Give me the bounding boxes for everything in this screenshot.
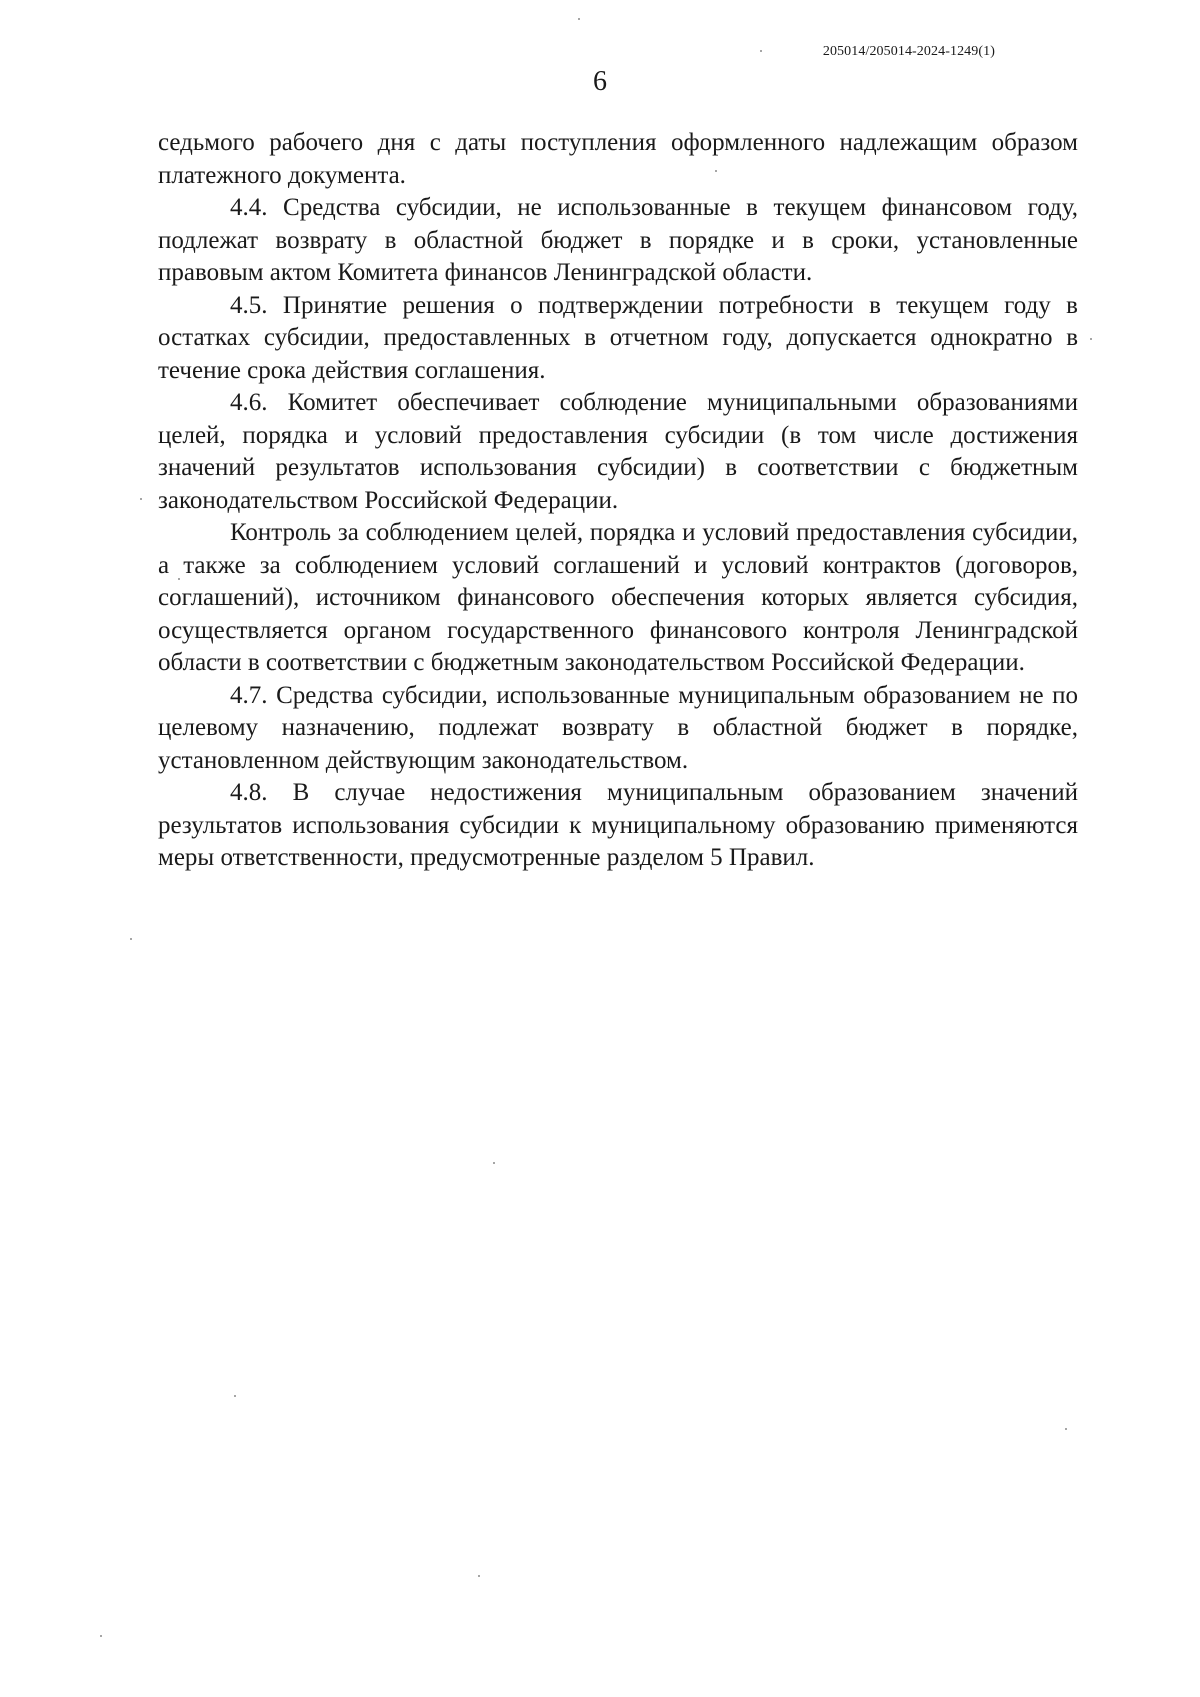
paragraph-control: Контроль за соблюдением целей, порядка и условий предоставления субсидии, а также за соблюдением условий соглашений и условий контрактов (договоров, соглашений), источником финансового обеспечения которых является субсидия, осуществляется органом государственного финансового контроля Ленинградской области в соответствии с бюджетным законодательством Российской Федерации. (158, 519, 1078, 676)
scan-speck (140, 498, 142, 500)
paragraph-4-7: 4.7. Средства субсидии, использованные муниципальным образованием не по целевому назначению, подлежат возврату в областной бюджет в порядке, установленном действующим законодательством. (158, 681, 1078, 774)
document-body (158, 127, 1078, 875)
paragraph-4-6: 4.6. Комитет обеспечивает соблюдение муниципальными образованиями целей, порядка и условий предоставления субсидии (в том числе достижения значений результатов использования субсидии) в соответствии с бюджетным законодательством Российской Федерации. (158, 389, 1078, 514)
scan-speck (130, 938, 132, 940)
scan-speck (578, 18, 580, 20)
paragraph-4-8: 4.8. В случае недостижения муниципальным образованием значений результатов использования субсидии к муниципальному образованию применяются меры ответственности, предусмотренные разделом 5 Правил. (158, 779, 1078, 871)
paragraph-4-4: 4.4. Средства субсидии, не использованные в текущем финансовом году, подлежат возврату в областной бюджет в порядке и в сроки, установленные правовым актом Комитета финансов Ленинградской области. (158, 194, 1078, 286)
document-registration-number: 205014/205014-2024-1249(1) (822, 44, 995, 59)
scan-speck (1065, 1428, 1067, 1430)
scan-speck (715, 170, 717, 172)
scan-speck (493, 1162, 495, 1164)
scan-speck (100, 1635, 102, 1637)
scan-speck (1090, 338, 1092, 340)
scan-speck (478, 1575, 480, 1577)
scan-speck (234, 1395, 236, 1397)
paragraph-continuation: седьмого рабочего дня с даты поступления оформленного надлежащим образом платежного документа. (158, 129, 1078, 189)
scan-speck (178, 578, 180, 580)
scan-speck (760, 50, 762, 52)
paragraph-4-5: 4.5. Принятие решения о подтверждении потребности в текущем году в остатках субсидии, предоставленных в отчетном году, допускается однократно в течение срока действия соглашения. (158, 291, 1078, 384)
page-number: 6 (593, 66, 607, 97)
